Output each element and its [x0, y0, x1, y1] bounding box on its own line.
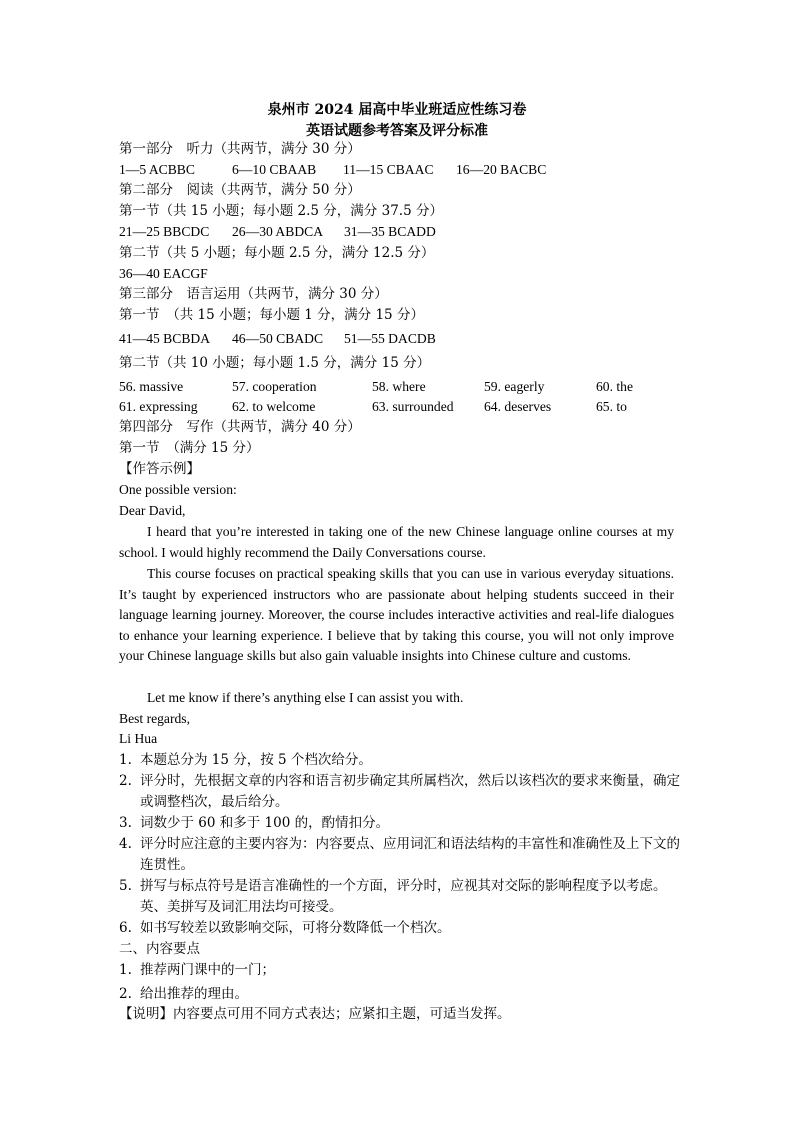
part3-section2-heading: 第二节（共 10 小题；每小题 1.5 分，满分 15 分）	[119, 355, 431, 371]
letter-paragraph-2: This course focuses on practical speaking skills that you can use in various everyday situations. It’s taught by experienced instructors who are passionate about helping students succeed in their language learning journey. Moreover, the course includes interactive activities and real-life dialogues to enhance your learning experience. I believe that by taking this course, you will not only improve your Chinese language skills but also gain valuable insights into Chinese culture and customs.	[119, 566, 674, 664]
letter-signature: Li Hua	[119, 731, 158, 746]
part2-section2-heading: 第二节（共 5 小题；每小题 2.5 分，满分 12.5 分）	[119, 245, 435, 261]
answer-group: 16—20 BACBC	[456, 162, 547, 177]
answer-group: 11—15 CBAAC	[343, 162, 434, 177]
answer-item: 64. deserves	[484, 399, 552, 414]
rule-number: 6.	[119, 920, 132, 936]
letter-paragraph-1: I heard that you’re interested in taking one of the new Chinese language online courses at my school. I would highly recommend the Daily Conversations course.	[119, 524, 674, 560]
answer-group: 6—10 CBAAB	[232, 162, 317, 177]
content-points-heading: 二、内容要点	[119, 941, 200, 957]
rule-text: 如书写较差以致影响交际，可将分数降低一个档次。	[140, 920, 451, 936]
answer-item: 62. to welcome	[232, 399, 316, 414]
answer-group: 41—45 BCBDA	[119, 331, 211, 346]
answer-group: 1—5 ACBBC	[119, 162, 195, 177]
rule-text: 评分时应注意的主要内容为：内容要点、应用词汇和语法结构的丰富性和准确性及上下文的连贯性。	[140, 836, 680, 873]
part1-heading: 第一部分 听力（共两节，满分 30 分）	[119, 141, 361, 157]
rule-text: 评分时，先根据文章的内容和语言初步确定其所属档次，然后以该档次的要求来衡量，确定或调整档次，最后给分。	[140, 773, 680, 810]
answer-group: 21—25 BBCDC	[119, 224, 210, 239]
rule-number: 5.	[119, 878, 132, 894]
answer-group: 51—55 DACDB	[344, 331, 436, 346]
letter-closing: Best regards,	[119, 711, 190, 726]
answer-item: 63. surrounded	[372, 399, 454, 414]
content-point-number: 1.	[119, 962, 132, 978]
content-point-number: 2.	[119, 986, 132, 1002]
answer-group: 31—35 BCADD	[344, 224, 436, 239]
content-point-text: 推荐两门课中的一门；	[140, 962, 275, 978]
answer-group: 46—50 CBADC	[232, 331, 324, 346]
rule-number: 1.	[119, 752, 132, 768]
part3-section1-heading: 第一节 （共 15 小题；每小题 1 分，满分 15 分）	[119, 307, 424, 323]
part2-section1-heading: 第一节（共 15 小题；每小题 2.5 分，满分 37.5 分）	[119, 203, 443, 219]
answer-item: 65. to	[596, 399, 627, 414]
content-point-text: 给出推荐的理由。	[140, 986, 248, 1002]
rule-number: 3.	[119, 815, 132, 831]
part2-heading: 第二部分 阅读（共两节，满分 50 分）	[119, 182, 361, 198]
letter-paragraph-3: Let me know if there’s anything else I can assist you with.	[147, 690, 464, 705]
answer-item: 58. where	[372, 379, 426, 394]
part3-heading: 第三部分 语言运用（共两节，满分 30 分）	[119, 286, 388, 302]
answer-item: 60. the	[596, 379, 633, 394]
answer-item: 56. massive	[119, 379, 184, 394]
note: 【说明】内容要点可用不同方式表达；应紧扣主题，可适当发挥。	[119, 1006, 511, 1022]
letter-greeting: Dear David,	[119, 503, 186, 518]
rule-text: 拼写与标点符号是语言准确性的一个方面，评分时，应视其对交际的影响程度予以考虑。英、美拼写及词汇用法均可接受。	[140, 878, 667, 915]
rule-text: 词数少于 60 和多于 100 的，酌情扣分。	[140, 815, 390, 831]
sample-heading: 【作答示例】	[119, 461, 200, 477]
answer-group: 36—40 EACGF	[119, 266, 208, 281]
answer-group: 26—30 ABDCA	[232, 224, 324, 239]
document-title: 泉州市 2024 届高中毕业班适应性练习卷	[267, 102, 527, 118]
answer-item: 61. expressing	[119, 399, 198, 414]
part4-heading: 第四部分 写作（共两节，满分 40 分）	[119, 419, 361, 435]
rule-text: 本题总分为 15 分，按 5 个档次给分。	[140, 752, 372, 768]
sample-intro: One possible version:	[119, 482, 237, 497]
part4-section1-heading: 第一节 （满分 15 分）	[119, 440, 260, 456]
rule-number: 2.	[119, 773, 132, 789]
document-subtitle: 英语试题参考答案及评分标准	[306, 123, 488, 139]
answer-item: 57. cooperation	[232, 379, 317, 394]
answer-item: 59. eagerly	[484, 379, 545, 394]
rule-number: 4.	[119, 836, 132, 852]
